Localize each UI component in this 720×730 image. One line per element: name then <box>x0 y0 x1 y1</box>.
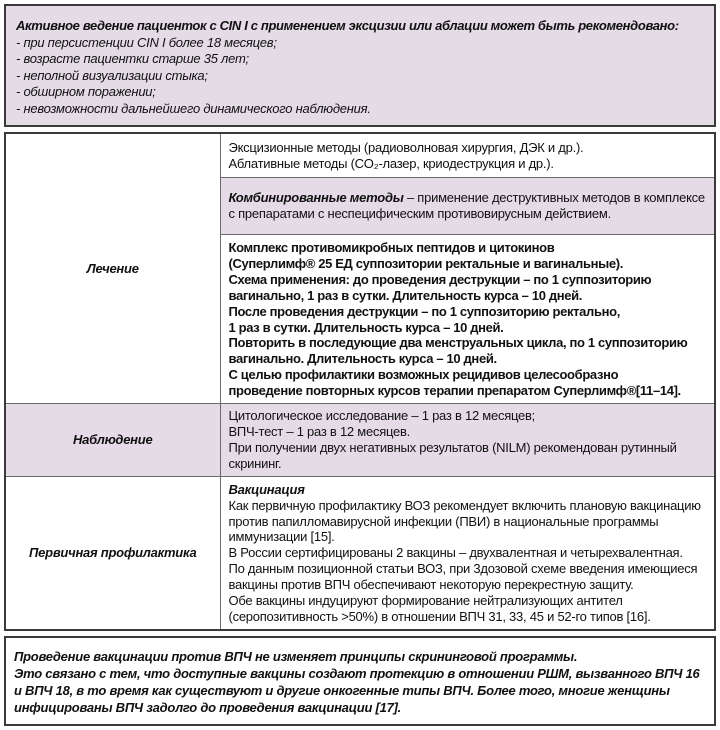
observation-cell <box>220 404 715 477</box>
table-row-primary-prevention <box>5 476 715 630</box>
text-line: - возрасте пациентки старше 35 лет; <box>16 51 249 66</box>
text-line: Комплекс противомикробных пептидов и цитокинов <box>228 240 555 255</box>
text-line: иммунизации [15]. <box>228 529 335 545</box>
text-line: (Суперлимф® 25 ЕД суппозитории ректальные и вагинальные). <box>228 255 623 271</box>
row-label-treatment: Лечение <box>5 133 220 404</box>
table-row-observation <box>5 404 715 477</box>
combined-methods-lead: Комбинированные методы <box>228 190 404 205</box>
table-row-treatment <box>5 133 715 178</box>
management-table <box>4 132 716 631</box>
text-line: Повторить в последующие два менструальных цикла, по 1 суппозиторию <box>228 335 688 351</box>
row-label-observation: Наблюдение <box>5 404 220 477</box>
text-line: С целью профилактики возможных рецидивов целесообразно <box>228 367 619 383</box>
text-line: вагинально, 1 раз в сутки. Длительность курса – 10 дней. <box>228 287 583 303</box>
text-line: - при персистенции CIN I более 18 месяцев; <box>16 34 277 50</box>
text-line: Эксцизионные методы (радиоволновая хирургия, ДЭК и др.). <box>228 140 584 155</box>
vaccination-heading: Вакцинация <box>228 481 305 497</box>
combined-methods-text: – применение деструктивных методов в комплексе с препаратами с неспецифическим противовирусным действием. <box>228 190 705 221</box>
text-line: При получении двух негативных результатов (NILM) рекомендован рутинный скрининг. <box>228 439 677 471</box>
text-line: проведение повторных курсов терапии препаратом Суперлимф®[11–14]. <box>228 383 681 399</box>
text-line: - неполной визуализации стыка; <box>16 67 208 83</box>
text-line: Это связано с тем, что доступные вакцины создают протекцию в отношении РШМ, вызванного ВПЧ 16 и ВПЧ 18, в то время как существуют и другие онкогенные типы ВПЧ. Более того, многие женщины инфицированы ВПЧ задолго до проведения вакцинации [17]. <box>14 665 700 715</box>
superlymph-regimen-cell <box>220 235 715 404</box>
active-management-note-box <box>4 4 716 127</box>
text-line: Как первичную профилактику ВОЗ рекомендует включить плановую вакцинацию <box>228 497 701 513</box>
text-line: - невозможности дальнейшего динамического наблюдения. <box>16 100 371 116</box>
vaccination-cell <box>220 476 715 630</box>
text-line: ВПЧ-тест – 1 раз в 12 месяцев. <box>228 423 411 439</box>
text-line: против папилломавирусной инфекции (ПВИ) в национальные программы <box>228 513 659 529</box>
text-line: После проведения деструкции – по 1 суппозиторию ректально, <box>228 303 620 319</box>
row-label-primary-prevention: Первичная профилактика <box>5 476 220 630</box>
intro-criteria-list <box>16 35 702 118</box>
intro-heading: Активное ведение пациенток с CIN I с применением эксцизии или аблации может быть рекомендовано: <box>16 18 679 33</box>
text-line: Обе вакцины индуцируют формирование нейтрализующих антител <box>228 593 623 609</box>
vaccination-text <box>229 498 707 625</box>
text-line: вакцины против ВПЧ обеспечивают некоторую перекрестную защиту. <box>228 577 634 593</box>
text-line: вагинально. Длительность курса – 10 дней. <box>228 351 497 367</box>
text-line: Цитологическое исследование – 1 раз в 12 месяцев; <box>228 408 536 424</box>
text-line: По данным позиционной статьи ВОЗ, при 3дозовой схеме введения имеющиеся <box>228 561 698 577</box>
vaccination-screening-note-box <box>4 636 716 726</box>
text-line: Проведение вакцинации против ВПЧ не изменяет принципы скрининговой программы. <box>14 648 578 664</box>
text-line: В России сертифицированы 2 вакцины – двухвалентная и четырехвалентная. <box>228 545 683 561</box>
text-line: (серопозитивность >50%) в отношении ВПЧ 31, 33, 45 и 52-го типов [16]. <box>228 608 651 624</box>
cin-management-guideline-page <box>4 4 716 726</box>
text-line: Схема применения: до проведения деструкции – по 1 суппозиторию <box>228 271 652 287</box>
text-line: 1 раз в сутки. Длительность курса – 10 дней. <box>228 319 504 335</box>
excision-ablation-methods-cell <box>220 133 715 178</box>
text-line: Аблативные методы (CO₂-лазер, криодеструкция и др.). <box>228 156 554 171</box>
combined-methods-cell <box>220 178 715 235</box>
text-line: - обширном поражении; <box>16 84 156 99</box>
